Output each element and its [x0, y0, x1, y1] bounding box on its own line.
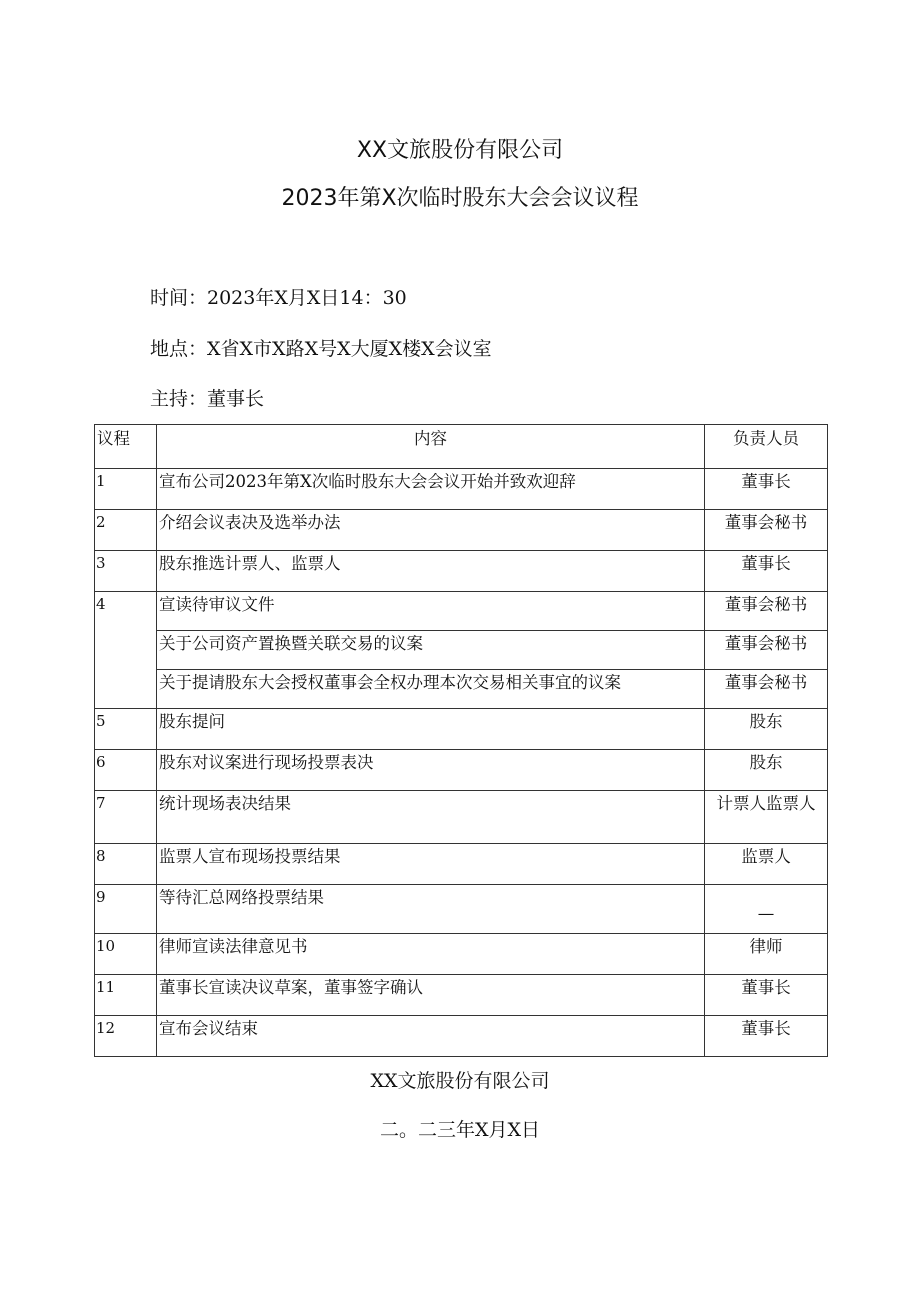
row-content: 律师宣读法律意见书	[157, 934, 705, 975]
row-owner: 董事长	[705, 469, 828, 510]
row-num: 5	[95, 709, 157, 750]
row-num: 9	[95, 885, 157, 934]
table-row	[95, 592, 828, 631]
row-owner: 董事会秘书	[705, 592, 828, 631]
row-owner: —	[705, 885, 828, 934]
row-content: 等待汇总网络投票结果	[157, 885, 705, 934]
row-content: 宣布会议结束	[157, 1016, 705, 1057]
table-row	[95, 510, 828, 551]
row-owner: 律师	[705, 934, 828, 975]
row-owner: 股东	[705, 750, 828, 791]
row-num: 8	[95, 844, 157, 885]
row-owner: 董事会秘书	[705, 631, 828, 670]
row-owner: 董事会秘书	[705, 670, 828, 709]
row-owner: 董事会秘书	[705, 510, 828, 551]
row-num: 10	[95, 934, 157, 975]
table-row	[95, 934, 828, 975]
meeting-place: 地点：X省X市X路X号X大厦X楼X会议室	[150, 338, 492, 360]
row-content: 关于提请股东大会授权董事会全权办理本次交易相关事宜的议案	[157, 670, 705, 709]
header-content: 内容	[157, 425, 705, 469]
row-num: 4	[95, 592, 157, 709]
row-num: 11	[95, 975, 157, 1016]
table-row	[95, 631, 828, 670]
row-owner: 董事长	[705, 1016, 828, 1057]
row-content: 统计现场表决结果	[157, 791, 705, 844]
table-row	[95, 885, 828, 934]
row-num: 1	[95, 469, 157, 510]
table-row	[95, 670, 828, 709]
document-title-meeting: 2023年第X次临时股东大会会议议程	[281, 186, 639, 211]
row-content: 股东提问	[157, 709, 705, 750]
table-row	[95, 469, 828, 510]
table-row	[95, 1016, 828, 1057]
row-content: 监票人宣布现场投票结果	[157, 844, 705, 885]
table-row	[95, 750, 828, 791]
row-num: 6	[95, 750, 157, 791]
header-num: 议程	[95, 425, 157, 469]
row-content: 介绍会议表决及选举办法	[157, 510, 705, 551]
row-owner: 董事长	[705, 551, 828, 592]
table-row	[95, 709, 828, 750]
row-owner: 董事长	[705, 975, 828, 1016]
agenda-table	[94, 424, 828, 1057]
meeting-host: 主持：董事长	[150, 388, 265, 410]
footer-company: XX文旅股份有限公司	[370, 1070, 550, 1092]
document-title-company: XX文旅股份有限公司	[356, 138, 564, 163]
table-row	[95, 975, 828, 1016]
row-owner: 计票人监票人	[705, 791, 828, 844]
row-content: 股东推选计票人、监票人	[157, 551, 705, 592]
meeting-time: 时间：2023年X月X日14：30	[150, 287, 407, 309]
row-content: 股东对议案进行现场投票表决	[157, 750, 705, 791]
row-content: 宣布公司2023年第X次临时股东大会会议开始并致欢迎辞	[157, 469, 705, 510]
row-num: 7	[95, 791, 157, 844]
row-content: 宣读待审议文件	[157, 592, 705, 631]
table-row	[95, 551, 828, 592]
table-row	[95, 844, 828, 885]
table-row	[95, 791, 828, 844]
row-num: 3	[95, 551, 157, 592]
footer-date: 二。二三年X月X日	[379, 1119, 541, 1141]
row-owner: 股东	[705, 709, 828, 750]
row-num: 2	[95, 510, 157, 551]
row-content: 董事长宣读决议草案，董事签字确认	[157, 975, 705, 1016]
row-owner: 监票人	[705, 844, 828, 885]
row-content: 关于公司资产置换暨关联交易的议案	[157, 631, 705, 670]
header-owner: 负责人员	[705, 425, 828, 469]
row-num: 12	[95, 1016, 157, 1057]
table-header-row	[95, 425, 828, 469]
